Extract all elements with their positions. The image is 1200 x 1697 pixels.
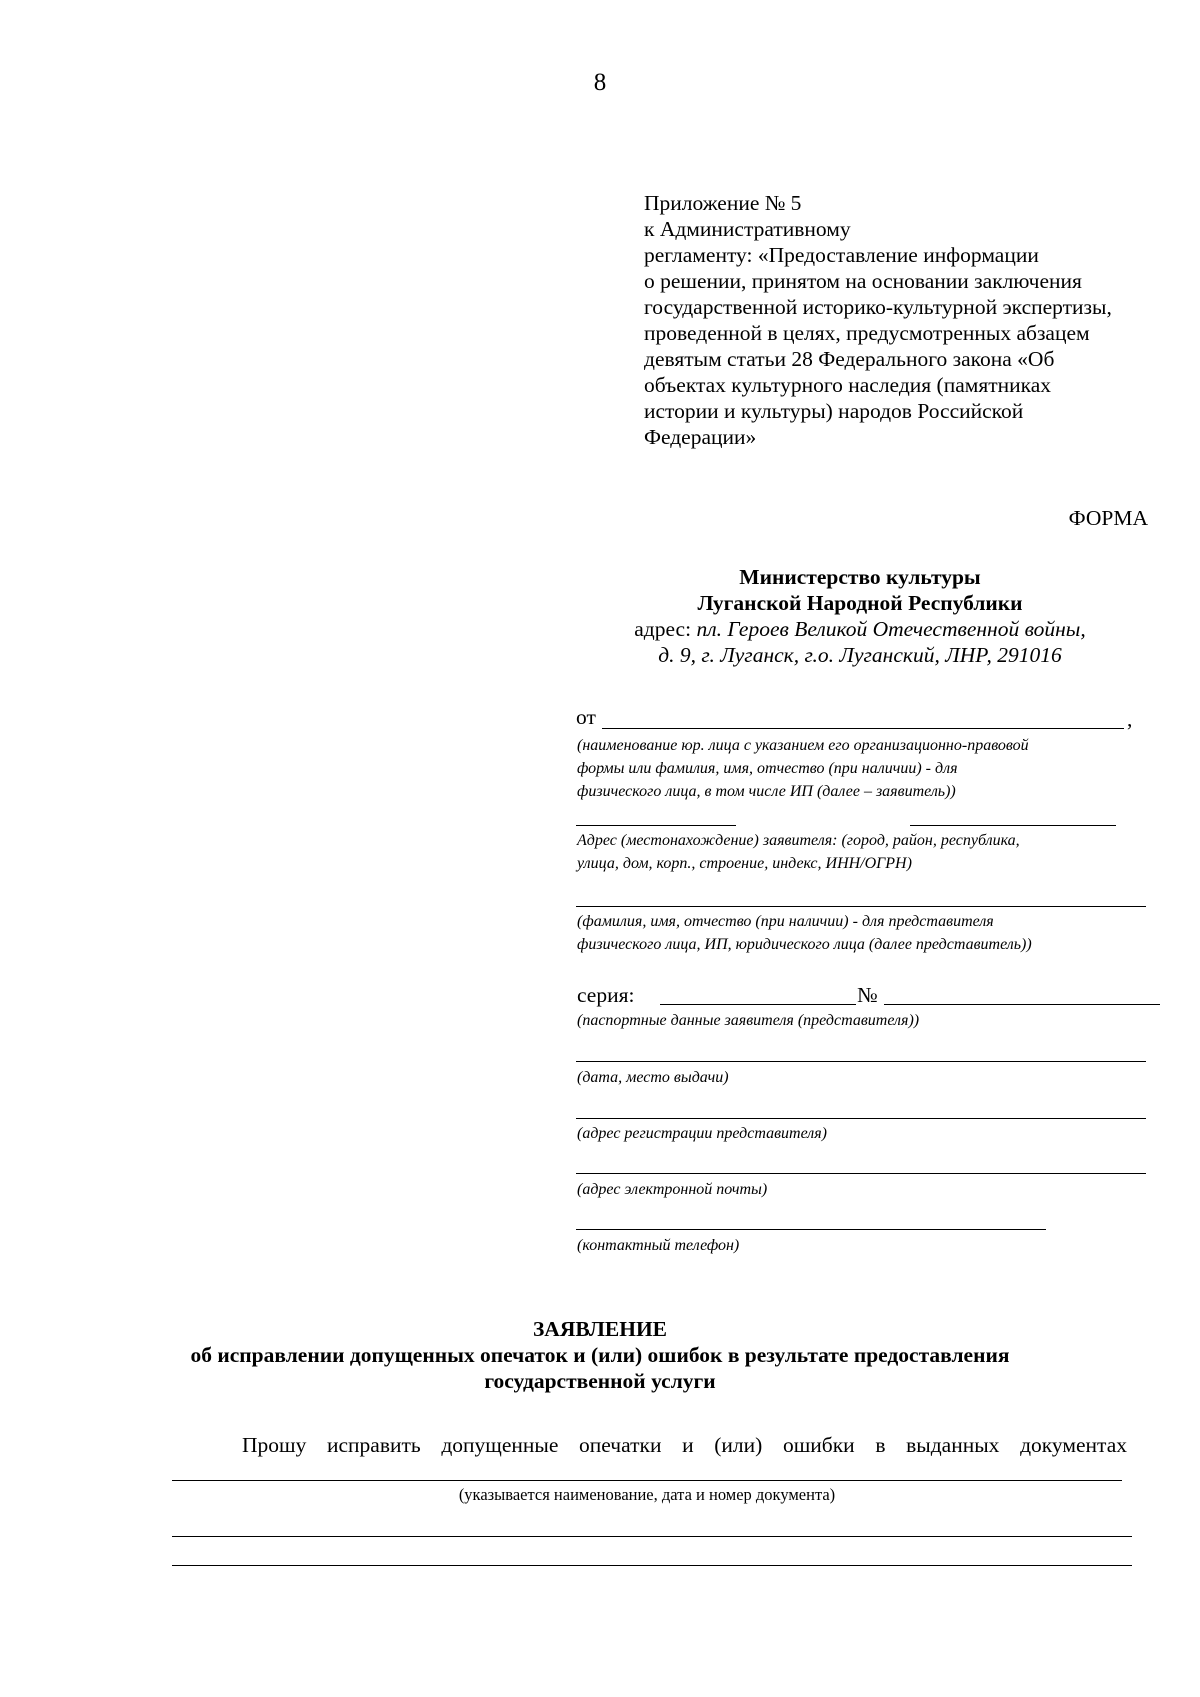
reg-address-caption: (адрес регистрации представителя) [577, 1125, 828, 1142]
address-caption: Адрес (местонахождение) заявителя: (город, район, республика, улица, дом, корп., строение, индекс, ИНН/ОГРН) [577, 832, 1020, 872]
document-field-line-2[interactable] [172, 1536, 1132, 1537]
statement-title: ЗАЯВЛЕНИЕ [532, 1317, 668, 1341]
appendix-line: о решении, принятом на основании заключения [644, 269, 1082, 293]
form-label: ФОРМА [1068, 506, 1148, 530]
email-field-line[interactable] [576, 1173, 1146, 1174]
appendix-line: Приложение № 5 [644, 191, 802, 215]
appendix-line: регламенту: «Предоставление информации [644, 243, 1039, 267]
from-field-line[interactable] [602, 728, 1124, 729]
statement-subtitle-line1: об исправлении допущенных опечаток и (или) ошибок в результате предоставления [190, 1343, 1010, 1367]
recipient-name-line2: Луганской Народной Республики [697, 591, 1023, 615]
recipient-address-line1 [590, 616, 1130, 642]
address-field-line-1[interactable] [576, 825, 736, 826]
document-caption: (указывается наименование, дата и номер документа) [458, 1485, 836, 1504]
issue-caption: (дата, место выдачи) [577, 1069, 729, 1086]
recipient-block [590, 564, 1130, 668]
document-field-line-1[interactable] [172, 1480, 1122, 1481]
number-label: № [857, 983, 878, 1007]
phone-caption: (контактный телефон) [577, 1237, 740, 1254]
appendix-line: девятым статьи 28 Федерального закона «Об [644, 347, 1055, 371]
statement-subtitle-line2: государственной услуги [484, 1369, 716, 1393]
series-field-line[interactable] [660, 1004, 856, 1005]
address-field-line-2[interactable] [910, 825, 1116, 826]
issue-field-line[interactable] [576, 1061, 1146, 1062]
appendix-header [644, 190, 1184, 450]
request-text: Прошу исправить допущенные опечатки и (или) ошибки в выданных документах [242, 1433, 1127, 1457]
reg-address-field-line[interactable] [576, 1118, 1146, 1119]
representative-field-line[interactable] [576, 906, 1146, 907]
statement-title-block [150, 1316, 1050, 1394]
from-comma: , [1127, 707, 1133, 731]
representative-caption: (фамилия, имя, отчество (при наличии) - для представителя физического лица, ИП, юридического лица (далее представитель)) [577, 913, 1032, 953]
passport-caption: (паспортные данные заявителя (представителя)) [577, 1012, 920, 1029]
document-field-line-3[interactable] [172, 1565, 1132, 1566]
series-label: серия: [577, 983, 635, 1007]
recipient-name-line1: Министерство культуры [739, 565, 981, 589]
from-label: от [576, 705, 596, 729]
email-caption: (адрес электронной почты) [577, 1181, 768, 1198]
from-caption: (наименование юр. лица с указанием его организационно-правовой формы или фамилия, имя, отчество (при наличии) - для физического лица, в том числе ИП (далее – заявитель)) [577, 737, 1029, 800]
appendix-line: проведенной в целях, предусмотренных абзацем [644, 321, 1090, 345]
appendix-line: к Административному [644, 217, 851, 241]
address-value: пл. Героев Великой Отечественной войны, [696, 617, 1086, 641]
page-number: 8 [593, 69, 607, 96]
number-field-line[interactable] [884, 1004, 1160, 1005]
phone-field-line[interactable] [576, 1229, 1046, 1230]
appendix-line: истории и культуры) народов Российской [644, 399, 1024, 423]
appendix-line: Федерации» [644, 425, 757, 449]
appendix-line: объектах культурного наследия (памятниках [644, 373, 1052, 397]
address-label: адрес: [634, 617, 697, 641]
recipient-address-line2: д. 9, г. Луганск, г.о. Луганский, ЛНР, 291016 [658, 643, 1062, 667]
appendix-line: государственной историко-культурной экспертизы, [644, 295, 1112, 319]
